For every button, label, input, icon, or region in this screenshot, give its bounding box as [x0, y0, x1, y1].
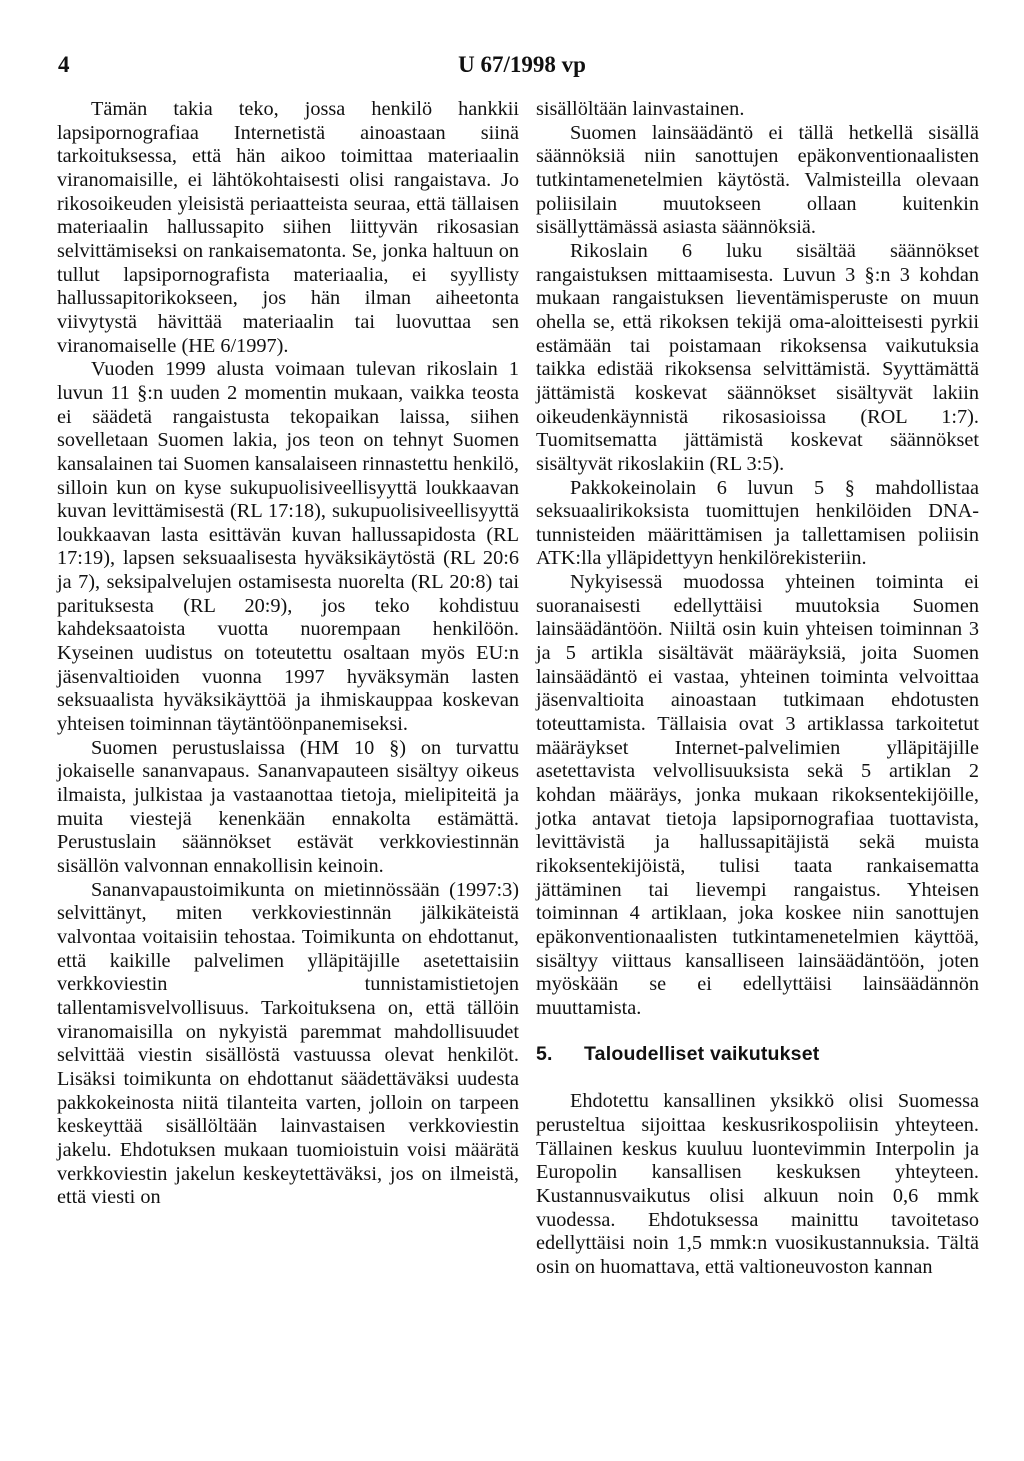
- section-number: 5.: [536, 1042, 553, 1065]
- paragraph: Pakkokeinolain 6 luvun 5 § mahdollistaa seksuaalirikoksista tuomittujen henkilöiden DNA-tunnisteiden määrittämisen ja tallettamisen poliisin ATK:lla ylläpidettyyn henkilörekisteriin.: [536, 476, 979, 570]
- paragraph: Suomen lainsäädäntö ei tällä hetkellä sisällä säännöksiä niin sanottujen epäkonventionaalisten tutkintamenetelmien käytöstä. Valmisteilla olevaan poliisilain muutokseen ollaan kuitenkin sisällyttämässä asiasta säännöksiä.: [536, 121, 979, 239]
- paragraph: Nykyisessä muodossa yhteinen toiminta ei suoranaisesti edellyttäisi muutoksia Suomen lainsäädäntöön. Niiltä osin kuin yhteisen toiminnan 3 ja 5 artikla sisältävät määräyksiä, joita Suomen lainsäädäntö ei vastaa, yhteinen toiminta velvoittaa jäsenvaltioita ainoastaan tutkimaan ehdotusten toteuttamista. Tällaisia ovat 3 artiklassa tarkoitetut määräykset Internet-palvelimien ylläpitäjille asetettavista velvollisuuksista sekä 5 artiklan 2 kohdan määräys, jonka mukaan rikoksentekijöille, jotka antavat tietoja lapsipornografiaa tuottavista, levittävistä ja hallussapitäjistä sekä muista rikoksentekijöistä, tulisi taata rankaisematta jättäminen tai lievempi rangaistus. Yhteisen toiminnan 4 artiklaan, joka koskee niin sanottujen epäkonventionaalisten tutkintamenetelmien käyttöä, sisältyy viittaus kansalliseen lainsäädäntöön, joten myöskään se ei edellyttäisi lainsäädännön muuttamista.: [536, 571, 979, 1019]
- running-title: U 67/1998 vp: [458, 52, 586, 77]
- paragraph: Suomen perustuslaissa (HM 10 §) on turvattu jokaiselle sananvapaus. Sananvapauteen sisältyy oikeus ilmaista, julkistaa ja vastaanottaa tietoja, mielipiteitä ja muita viestejä kenenkään ennakolta estämättä. Perustuslain säännökset estävät verkkoviestinnän sisällön valvonnan ennakollisin keinoin.: [57, 736, 519, 877]
- right-column: [536, 98, 979, 1280]
- section-heading: [536, 1043, 979, 1067]
- paragraph: Rikoslain 6 luku sisältää säännökset rangaistuksen mittaamisesta. Luvun 3 §:n 3 kohdan mukaan rangaistuksen lieventämisperuste on muun ohella se, että rikoksen tekijä oma-aloitteisesti pyrkii estämään tai poistamaan rikoksensa vaikutuksia taikka edistää rikoksensa selvittämistä. Syyttämättä jättämistä koskevat säännökset sisältyvät lakiin oikeudenkäynnistä rikosasioissa (ROL 1:7). Tuomitsematta jättämistä koskevat säännökset sisältyvät rikoslakiin (RL 3:5).: [536, 239, 979, 475]
- paragraph-continuation: sisällöltään lainvastainen.: [536, 98, 745, 120]
- paragraph: Tämän takia teko, jossa henkilö hankkii lapsipornografiaa Internetistä ainoastaan siinä tarkoituksessa, että hän aikoo toimittaa materiaalin viranomaisille, ei lähtökohtaisesti olisi rangaistava. Jo rikosoikeuden yleisistä periaatteista seuraa, että tällaisen materiaalin hallussapito siihen liittyvän rikosasian selvittämiseksi on rankaisematonta. Se, jonka haltuun on tullut lapsipornografista materiaalia, ei syyllisty hallussapitorikokseen, jos hän ilman aiheetonta viivytystä hävittää materiaalin tai luovuttaa sen viranomaiselle (HE 6/1997).: [57, 98, 519, 357]
- section-title: Taloudelliset vaikutukset: [584, 1042, 820, 1065]
- page-number: 4: [58, 52, 70, 77]
- paragraph: Ehdotettu kansallinen yksikkö olisi Suomessa perusteltua sijoittaa keskusrikospoliisin yhteyteen. Tällainen keskus kuuluu luontevimmin Interpolin ja Europolin kansallisen keskuksen yhteyteen. Kustannusvaikutus olisi alkuun noin 0,6 mmk vuodessa. Ehdotuksessa mainittu tavoitetaso edellyttäisi noin 1,5 mmk:n vuosikustannuksia. Tältä osin on huomattava, että valtioneuvoston kannan: [536, 1090, 979, 1278]
- paragraph: Sananvapaustoimikunta on mietinnössään (1997:3) selvittänyt, miten verkkoviestinnän jälkikäteistä valvontaa voitaisiin tehostaa. Toimikunta on ehdottanut, että kaikille palvelimen ylläpitäjille asetettaisiin verkkoviestin tunnistamistietojen tallentamisvelvollisuus. Tarkoituksena on, että tällöin viranomaisilla on nykyistä paremmat mahdollisuudet selvittää viestin sisällöstä vastuussa olevat henkilöt. Lisäksi toimikunta on ehdottanut säädettäväksi uudesta pakkokeinosta niitä tilanteita varten, jolloin on tarpeen keskeyttää sisällöltään lainvastaisen verkkoviestin jakelu. Ehdotuksen mukaan tuomioistuin voisi määrätä verkkoviestin jakelun keskeytettäväksi, jos on ilmeistä, että viesti on: [57, 878, 519, 1209]
- left-column: [57, 98, 519, 1210]
- paragraph: Vuoden 1999 alusta voimaan tulevan rikoslain 1 luvun 11 §:n uuden 2 momentin mukaan, vaikka teosta ei säädetä rangaistusta tekopaikan laissa, siihen sovelletaan Suomen lakia, jos teon on tehnyt Suomen kansalainen tai Suomen kansalaiseen rinnastettu henkilö, silloin kun on kyse sukupuolisiveellisyyttä loukkaavan kuvan levittämisestä (RL 17:18), sukupuolisiveellisyyttä loukkaavan lasta esittävän kuvan hallussapidosta (RL 17:19), lapsen seksuaalisesta hyväksikäytöstä (RL 20:6 ja 7), seksipalvelujen ostamisesta nuorelta (RL 20:8) tai parituksesta (RL 20:9), jos teko kohdistuu kahdeksaatoista vuotta nuorempaan henkilöön. Kyseinen uudistus on toteutettu osaltaan myös EU:n jäsenvaltioiden vuonna 1997 hyväksymän lasten seksuaalista hyväksikäyttöä ja ihmiskauppaa koskevan yhteisen toiminnan täytäntöönpanemiseksi.: [57, 358, 519, 736]
